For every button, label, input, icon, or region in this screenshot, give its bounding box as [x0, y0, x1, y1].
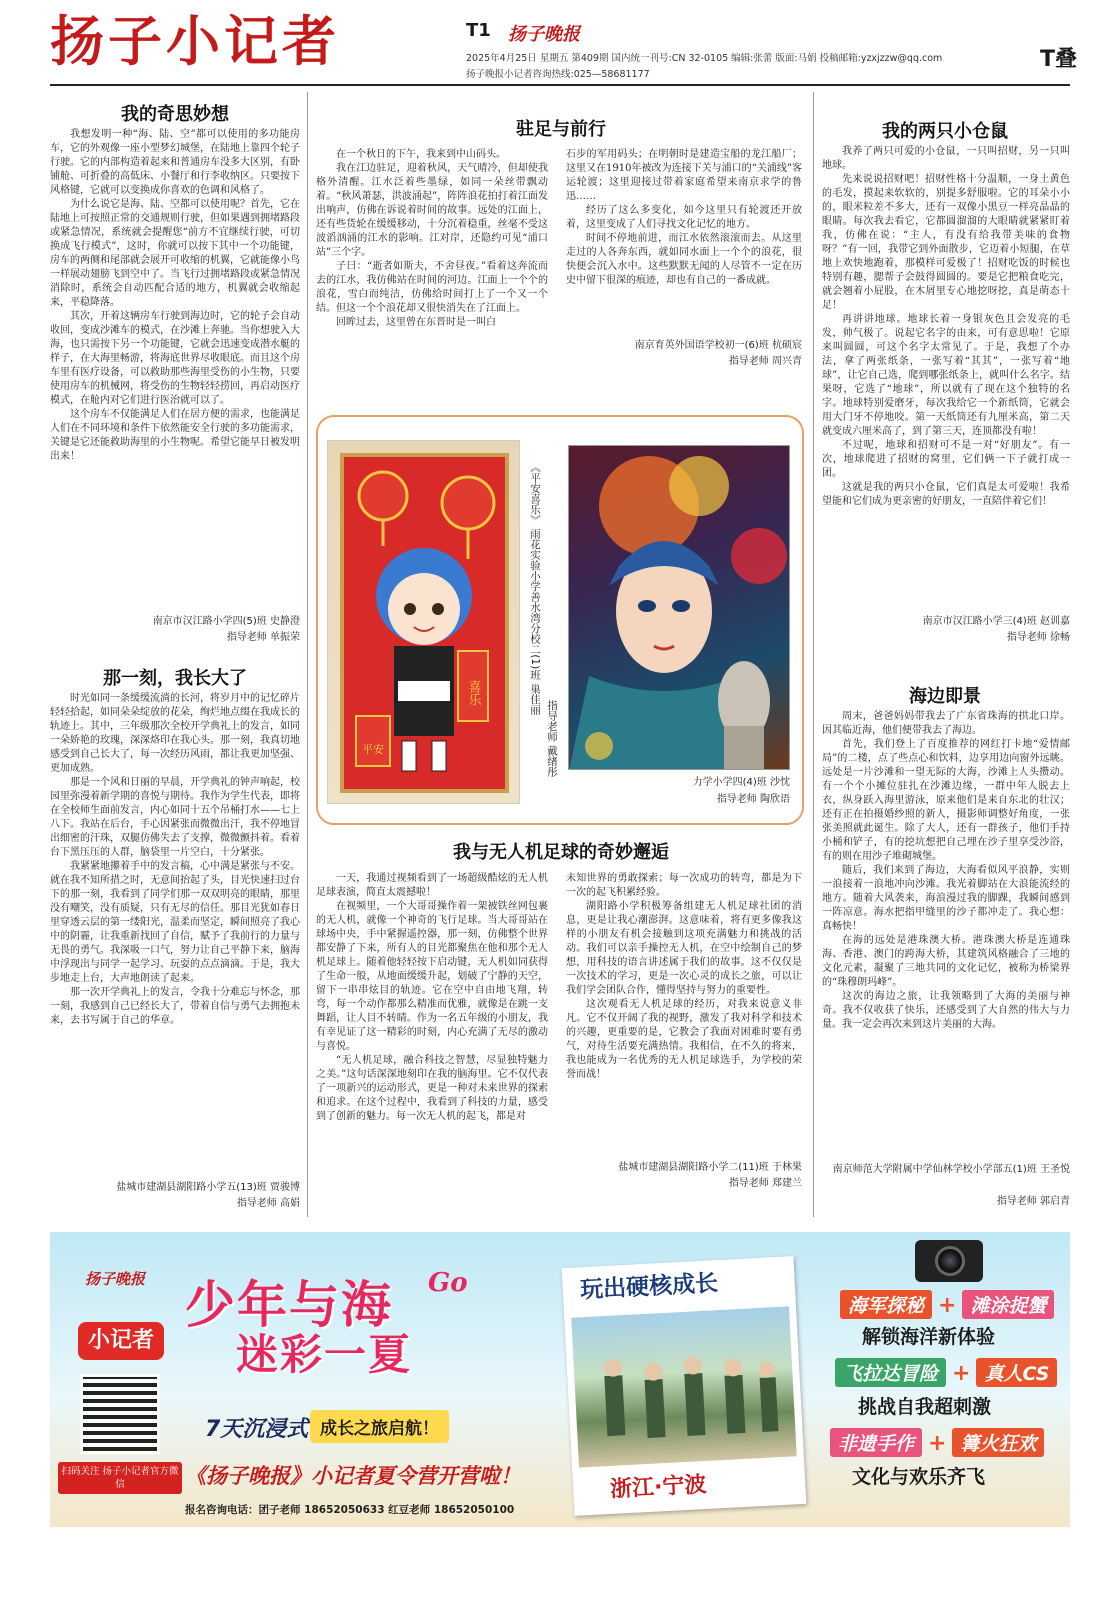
issue-meta: 2025年4月25日 星期五 第409期 国内统一刊号:CN 32-0105 编辑:张蕾 版面:马娟 投稿邮箱:yzxjzzw@qq.com [466, 53, 943, 64]
paragraph: 这次观看无人机足球的经历，对我来说意义非凡。它不仅开阔了我的视野，激发了我对科学和技术的兴趣，更重要的是，它教会了我面对困难时要有勇气，对待生活要充满热情。我相信，在不久的将来，我也能成为一名优秀的无人机足球选手，为学校的荣誉而战！ [566, 999, 802, 1080]
paragraph: 我想发明一种“海、陆、空”都可以使用的多功能房车，它的外观像一座小型梦幻城堡，在陆地上靠四个轮子行驶。它的内部构造着起来和普通房车没多大区别，有卧铺舱、可折叠的高低床、小餐厅和行李收纳区。只要按下风格键，它就可以变换成你喜欢的色调和风格了。 [50, 129, 300, 196]
newspaper-brand: 扬子晚报 [508, 24, 580, 45]
article-title: 我与无人机足球的奇妙邂逅 [453, 842, 669, 863]
hotline: 扬子晚报小记者咨询热线:025—58681177 [466, 69, 650, 80]
paragraph: 我紧紧地攥着手中的发言稿，心中满是紧张与不安。就在我不知所措之时，无意间抬起了头，目光快速扫过台下的那一刻，我看到了同学们那一双双明亮的眼睛，那里没有嘲笑，没有质疑，只有无尽的信任。那目光犹如春日里穿透云层的第一缕阳光，温柔而坚定，瞬间照亮了我心中的阴霾，让我重新找回了自信，赋予了我前行的力量与无畏的勇气。我深吸一口气，努力让自己平静下来，脑海中浮现出与同学一起学习、玩耍的点点滴滴。于是，我大步地走上台，大声地朗读了起来。 [50, 861, 300, 984]
paragraph: 子曰：“逝者如斯夫，不舍昼夜。”看着这奔流而去的江水，我仿佛站在时间的河边。江面上一个个的浪花，雪白而纯洁，仿佛给时间打上了一个又一个结。但这一个个浪花却又很快消失在了江面上。 [316, 261, 548, 314]
paragraph: 回眸过去，这里曾在东晋时是一叫白 [336, 317, 496, 328]
paragraph: 未知世界的勇敢探索；每一次成功的转弯，都是为下一次的起飞积累经验。 [566, 873, 802, 898]
section-fold: T叠 [1040, 47, 1078, 72]
qr-code[interactable] [80, 1374, 160, 1454]
ad-subtitle: 文化与欢乐齐飞 [852, 1466, 986, 1488]
article-body [822, 145, 1070, 615]
article-body [316, 872, 548, 1208]
ad-contact: 报名咨询电话：团子老师 18652050633 红豆老师 18652050100 [185, 1504, 515, 1516]
article-title: 驻足与前行 [516, 119, 606, 140]
article-body [566, 148, 802, 334]
byline-teacher: 指导老师 单振荣 [226, 632, 300, 643]
paragraph: 我在江边驻足，迎着秋风，天气晴冷，但却使我格外清醒。江水泛着些墨绿，如同一朵丝带飘动着。“秋风萧瑟，洪波涌起”，阵阵浪花拍打着江面发出响声，仿佛在诉说着时间的故事。远处的江面上，还有些货轮在缓缓移动，十分沉着稳重，丝毫不受这波滔汹涌的江水的影响。江对岸，还隐约可见“浦口站”三个字。 [316, 163, 548, 258]
plus-icon: + [938, 1293, 957, 1318]
paragraph: 我养了两只可爱的小仓鼠，一只叫招财，另一只叫地球。 [822, 146, 1070, 171]
article-title: 我的奇思妙想 [121, 104, 229, 125]
paragraph: 这就是我的两只小仓鼠，它们真是太可爱啦！我希望能和它们成为更亲密的好朋友，一直陪伴着它们！ [822, 482, 1070, 507]
artwork-teacher: 指导老师 戴绪彤 [546, 700, 558, 777]
paragraph: 随后，我们来到了海边，大海看似风平浪静，实则一浪接着一浪地冲向沙滩。我光着脚站在大浪能流经的地方。随着大风袭来，海浪漫过我的脚踝，我瞬间感到一阵凉意。海水把指甲缝里的沙子都冲走了。我心想：真畅快！ [822, 865, 1070, 932]
tag-heritage: 非遗手作 [830, 1428, 922, 1457]
paragraph: “无人机足球，融合科技之智慧，尽显独特魅力之美。”这句话深深地刻印在我的脑海里。它不仅代表了一项新兴的运动形式，更是一种对未来世界的探索和追求。在这个过程中，我看到了科技的力量，感受到了创新的魅力。每一次无人机的起飞，都是对 [316, 1055, 548, 1122]
byline-school: 南京师范大学附属中学仙林学校小学部五(1)班 王圣悦 [832, 1164, 1070, 1175]
tag-bonfire: 篝火狂欢 [952, 1428, 1044, 1457]
byline-school: 盐城市建湖县湖阳路小学五(13)班 贾骏博 [116, 1182, 300, 1193]
painting-ping-an-xi-le [327, 440, 520, 804]
byline-teacher: 指导老师 高娟 [236, 1198, 300, 1209]
tag-navy: 海军探秘 [840, 1290, 932, 1319]
paragraph: 在一个秋日的下午，我来到中山码头。 [336, 149, 506, 160]
article-body [822, 710, 1070, 1160]
qr-caption: 扫码关注 扬子小记者官方微信 [58, 1462, 182, 1494]
article-title: 那一刻，我长大了 [103, 668, 247, 689]
paragraph: 时光如同一条缓缓流淌的长河，将岁月中的记忆碎片轻轻拾起，如同朵朵绽放的花朵，绚烂地点缀在我成长的轨迹上。其中，三年级那次全校开学典礼上的发言，如同一朵娇艳的玫瑰，深深烙印在我心头。那一刻，我真切地感受到自己长大了，每一次经历风雨，都让我更加坚强、更加成熟。 [50, 693, 300, 774]
paragraph: 其次，开着这辆房车行驶到海边时，它的轮子会自动收回，变成沙滩车的模式，在沙滩上奔驰。当你想驶入大海，也只需按下另一个功能键，它就会迅速变成潜水艇的样子，在大海里畅游，将海底世界尽收眼底。而且这个房车里有医疗设备，可以救助那些海里受伤的小生物，只要使用房车的机械网，将受伤的生物轻轻捞回，再启动医疗模式，在舱内对它们进行医治就可以了。 [50, 311, 300, 406]
paragraph: 周末，爸爸妈妈带我去了广东省珠海的拱北口岸。因其临近海，他们便带我去了海边。 [822, 711, 1070, 736]
byline-school: 南京市汉江路小学四(5)班 史静澄 [152, 616, 300, 627]
page-number: T1 [466, 20, 491, 41]
ad-subtitle: 解锁海洋新体验 [862, 1326, 996, 1348]
byline-teacher: 指导老师 周兴青 [728, 356, 802, 367]
ad-photo-title: 玩出硬核成长 [579, 1270, 719, 1304]
paragraph: 那是一个风和日丽的早晨，开学典礼的钟声响起，校园里弥漫着新学期的喜悦与期待。我作为学生代表，即将在全校师生面前发言，内心如同十五个吊桶打水——七上八下。我站在后台，手心因紧张而微微出汗，我不停地冒出细密的汗珠，双腿仿佛失去了支撑，微微颤抖着。看着台下黑压压的人群，脑袋里一片空白，十分紧张。 [50, 777, 300, 858]
ad-open-announcement: 《扬子晚报》小记者夏令营开营啦！ [185, 1464, 521, 1488]
painting-opera-portrait [568, 445, 790, 770]
tag-cs: 真人CS [976, 1358, 1057, 1387]
ad-tag-row [840, 1290, 1054, 1319]
masthead-title: 扬子小记者 [50, 9, 340, 73]
plus-icon: + [928, 1431, 947, 1456]
ad-tag-row [830, 1428, 1044, 1457]
ad-growth: 成长之旅启航！ [310, 1410, 449, 1443]
article-body [316, 148, 548, 388]
plus-icon: + [952, 1361, 971, 1386]
column-divider [307, 92, 308, 1217]
article-body [50, 128, 300, 618]
tag-crab: 滩涂捉蟹 [962, 1290, 1054, 1319]
ad-badge: 小记者 [78, 1322, 164, 1360]
paragraph: 时间不停地前进，而江水依然滚滚而去。从这里走过的人各奔东西，就如同水面上一个个的浪花，很快便会沉入水中。这些默默无闻的人尽管不一定在历史中留下很深的痕迹，却也有自己的一番成就。 [566, 233, 802, 286]
artwork-teacher: 指导老师 陶欣语 [716, 794, 790, 805]
paragraph: 为什么说它是海、陆、空都可以使用呢？首先，它在陆地上可按照正常的交通规则行驶，但如果遇到拥堵路段或紧急情况，系统就会提醒您“前方不宜继续行驶，可切换成飞行模式”，这时，你就可以按下其中一个功能键，房车的两侧和尾部就会展开可收缩的机翼，它就能像小鸟一样展动翅膀飞到空中了。当飞行过拥堵路段或紧急情况消除时，系统会自动匹配合适的地方，机翼就会收缩起来，平稳降落。 [50, 199, 300, 308]
ad-subtitle: 挑战自我超刺激 [858, 1396, 992, 1418]
paragraph: 一天，我通过视频看到了一场超级酷炫的无人机足球表演，简直太震撼啦！ [316, 873, 548, 898]
ad-headline-2: 迷彩一夏 [236, 1330, 413, 1379]
paragraph: 不过呢，地球和招财可不是一对“好朋友”。有一次，地球爬进了招财的窝里，它们俩一下子就打成一团。 [822, 440, 1070, 479]
byline-school: 南京市汉江路小学三(4)班 赵训嘉 [922, 616, 1070, 627]
banner-ping-an: 平安 [362, 743, 384, 756]
paragraph: 首先，我们登上了百度推荐的网红打卡地“爱情邮局”的二楼，点了些点心和饮料，边享用边向窗外远眺。远处是一片沙滩和一望无际的大海，沙滩上人头攒动。有一个个小摊位驻扎在沙滩边缘，一群中年人脱去上衣，纵身跃入海里游泳，原来他们是来自东北的壮汉；还有正在拍摄婚纱照的新人，摄影师调整好角度，一张张美照就此诞生。除了大人，还有一群孩子，他们手持小桶和铲子，有的挖坑想把自己埋在沙子里享受沙浴，有的则在用沙子堆砌城堡。 [822, 739, 1070, 862]
column-divider [813, 92, 814, 1217]
ad-days: 7天沉浸式 [205, 1417, 309, 1442]
ad-tag-row [835, 1358, 1057, 1387]
byline-teacher: 指导老师 徐畅 [1006, 632, 1070, 643]
ad-photo [571, 1306, 797, 1467]
ad-go: Go [428, 1268, 468, 1298]
article-body [566, 872, 802, 1157]
ad-brand: 扬子晚报 [85, 1270, 146, 1288]
ad-headline: 少年与海 [185, 1276, 393, 1334]
header-rule [50, 84, 1070, 86]
artwork-school: 力学小学四(4)班 沙忱 [692, 777, 790, 788]
paragraph: 经历了这么多变化，如今这里只有轮渡还开放着，这里变成了人们寻找文化记忆的地方。 [566, 205, 802, 230]
byline-teacher: 指导老师 郑建兰 [728, 1178, 802, 1189]
artwork-caption: 《平安喜乐》 雨花实验小学善水湾分校二(1)班 巢佳丽 [529, 462, 541, 715]
paragraph: 这次的海边之旅，让我领略到了大海的美丽与神奇。我不仅收获了快乐，还感受到了大自然的伟大与力量。我一定会再次来到这片美丽的大海。 [822, 991, 1070, 1030]
article-title: 海边即景 [909, 686, 981, 707]
paragraph: 先来说说招财吧！招财性格十分温顺，一身土黄色的毛发，摸起来软软的，别提多舒服啦。它的耳朵小小的，眼米粒差不多大，还有一双像小黑豆一样亮晶晶的眼睛。每次我去看它，它都圆溜溜的大眼睛就紧紧盯着我，仿佛在说：“主人，有没有给我带美味的食物呀？”有一回，我带它到外面散步，它迈着小短腿，在草地上欢快地跑着，那模样可爱极了！招财吃饭的时候也特别有趣，腮帮子会鼓得圆圆的。要是它把粮食吃完，就会翘着小屁股，在木屑里专心地挖呀挖，真是萌态十足！ [822, 174, 1070, 311]
tag-via-ferrata: 飞拉达冒险 [835, 1358, 946, 1387]
paragraph: 石步的军用码头；在明朝时是建造宝船的龙江船厂；这里又在1910年被改为连接下关与浦口的“关浦线”客运轮渡；这里迎接过带着家庭希望来南京求学的鲁迅…… [566, 149, 802, 202]
ad-location: 浙江·宁波 [609, 1472, 708, 1503]
paragraph: 在视频里，一个大哥哥操作着一架被铁丝网包裹的无人机，就像一个神奇的飞行足球。当大哥哥站在球场中央，手中紧握遥控器，那一刻，仿佛整个世界都安静了下来，所有人的目光都聚焦在他和那个无人机足球上。随着他轻轻按下启动键，无人机如同获得了生命一般，从地面缓缓升起，划破了宁静的天空，留下一串串炫目的轨迹。它在空中自由地飞翔，转弯，每一个动作都那么精准而优雅，就像是在跳一支舞蹈，让人目不转睛。作为一名五年级的小朋友，我有幸见证了这一精彩的时刻，内心充满了无尽的激动与喜悦。 [316, 901, 548, 1052]
paragraph: 那一次开学典礼上的发言，令我十分难忘与怀念，那一刻，我感到自己已经长大了，带着自信与勇气去拥抱未来，去书写属于自己的华章。 [50, 987, 300, 1026]
camera-lens-icon [935, 1246, 965, 1276]
article-title: 我的两只小仓鼠 [882, 121, 1008, 142]
byline-teacher: 指导老师 郭启青 [996, 1196, 1070, 1207]
paragraph: 这个房车不仅能满足人们在居方便的需求，也能满足人们在不同环境和条件下依然能安全行驶的多功能需求，关键是它还能救助海里的小生物呢。希望它能早日被发明出来！ [50, 409, 300, 462]
article-body [50, 692, 300, 1177]
byline-school: 盐城市建湖县湖阳路小学二(11)班 于林果 [618, 1162, 802, 1173]
banner-xi-le: 喜乐 [465, 680, 481, 706]
byline-school: 南京育英外国语学校初一(6)班 杭硕宸 [634, 340, 802, 351]
paragraph: 在海的远处是港珠澳大桥。港珠澳大桥是连通珠海、香港、澳门的跨海大桥，其建筑风格融合了三地的文化元素，凝聚了三地共同的文化记忆，被称为桥梁界的“珠穆朗玛峰”。 [822, 935, 1070, 988]
paragraph: 湖阳路小学积极筹备组建无人机足球社团的消息，更是让我心潮澎湃。这意味着，将有更多像我这样的小朋友有机会接触到这项充满魅力和挑战的活动。我们可以亲手操控无人机，在空中绘制自己的梦想，用科技的语言讲述属于我们的故事。这不仅仅是一次技术的学习，更是一次心灵的成长之旅，可以让我们学会团队合作，懂得坚持与努力的重要性。 [566, 901, 802, 996]
paragraph: 再讲讲地球。地球长着一身银灰色且会发亮的毛发，帅气极了。说起它名字的由来，可有意思啦！它原来叫圆圆，可这个名字太常见了。于是，我想了个办法，拿了两张纸条，一张写着“其其”，一张写着“地球”，让它自己选，爬到哪张纸条上，就叫什么名字。结果呀，它选了“地球”，所以就有了现在这个独特的名字。地球特别爱磨牙，每次我给它一个新纸筒，它就会用大门牙不停地咬。第一天纸筒还有九厘米高，第二天就变成六厘米高了，到了第三天，连顶都没有啦！ [822, 314, 1070, 437]
